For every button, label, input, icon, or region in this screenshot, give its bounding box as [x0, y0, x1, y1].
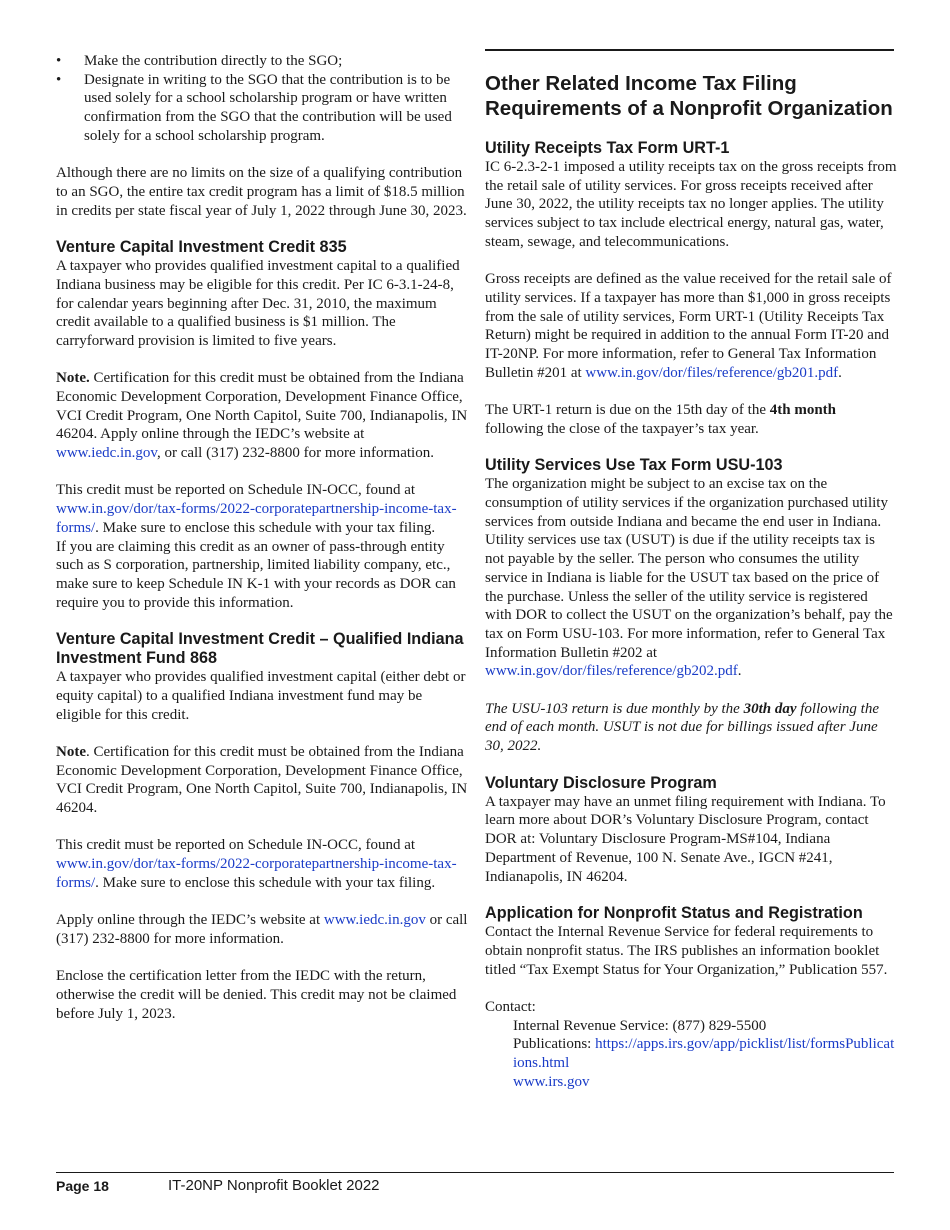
- list-item: • Make the contribution directly to the SGO;: [56, 53, 343, 69]
- main-heading: Other Related Income Tax Filing Requirements of a Nonprofit Organization: [485, 72, 893, 120]
- right-column: [485, 52, 897, 1092]
- vci-heading: Venture Capital Investment Credit 835: [56, 238, 347, 257]
- usu-heading: Utility Services Use Tax Form USU-103: [485, 456, 783, 475]
- urt-gross-receipts-paragraph: Gross receipts are defined as the value received for the retail sale of utility services. If a taxpayer has more than $1,000 in gross receipts from the sale of utility services, Form URT-1 (Utility Receipts Tax Return) might be required in addition to the annual Form IT-20 and IT-20NP. For more information, refer to General Tax Information Bulletin #201 at www.in.gov/dor/files/reference/gb201.pdf.: [485, 271, 892, 381]
- usu-due-paragraph: The USU-103 return is due monthly by the 30th day following the end of each month. USUT is not due for billings issued after June 30, 2022.: [485, 700, 879, 755]
- urt-due-paragraph: The URT-1 return is due on the 15th day of the 4th month following the close of the taxpayer’s tax year.: [485, 401, 837, 437]
- vci-fund-note-paragraph: Note. Certification for this credit must be obtained from the Indiana Economic Development Corporation, Development Finance Office, VCI Credit Program, One North Capitol, Suite 700, Indianapolis, IN 46204.: [56, 744, 468, 817]
- vci-fund-apply-paragraph: Apply online through the IEDC’s website at www.iedc.in.gov or call (317) 232-8800 for more information.: [56, 912, 468, 947]
- vci-fund-heading: Venture Capital Investment Credit – Qualified Indiana Investment Fund 868: [56, 630, 464, 668]
- booklet-title: IT-20NP Nonprofit Booklet 2022: [168, 1177, 380, 1194]
- iedc-link[interactable]: www.iedc.in.gov: [323, 912, 426, 929]
- top-rule: [485, 49, 894, 51]
- note-label: Note: [56, 744, 86, 761]
- vdp-paragraph: A taxpayer may have an unmet filing requirement with Indiana. To learn more about DOR’s Voluntary Disclosure Program, contact DOR at: Voluntary Disclosure Program-MS#104, Indiana Department of Revenue, 100 N. Senate Ave., IGCN #241, Indianapolis, IN 46204.: [485, 793, 886, 885]
- vci-fund-schedule-paragraph: This credit must be reported on Schedule IN-OCC, found at www.in.gov/dor/tax-forms/2022-corporatepartnership-income-tax-forms/. Make sure to enclose this schedule with your tax filing.: [56, 837, 457, 891]
- bullet-icon: •: [56, 53, 62, 69]
- urt-paragraph: IC 6-2.3-2-1 imposed a utility receipts tax on the gross receipts from the retail sale of utility services. For gross receipts received after June 30, 2022, the utility receipts tax no longer applies. The utility services subject to tax include electrical energy, natural gas, water, steam, sewage, and telecommunications.: [485, 159, 897, 250]
- usu-paragraph: The organization might be subject to an excise tax on the consumption of utility services if the organization purchased utility services from outside Indiana and became the end user in Indiana. Utility services use tax (USUT) is due if the utility receipts tax is not payable by the seller. The person who consumes the utility service in Indiana is liable for the USUT tax based on the price of the purchase. Unless the seller of the utility service is registered with DOR to collect the USUT on the organization’s behalf, pay the tax on Form USU-103. For more information, refer to General Tax Information Bulletin #202 at www.in.gov/dor/files/reference/gb202.pdf.: [485, 476, 893, 680]
- page-number: Page 18: [56, 1178, 109, 1194]
- sgo-limit-paragraph: Although there are no limits on the size of a qualifying contribution to an SGO, the entire tax credit program has a limit of $18.5 million in credits per state fiscal year of July 1, 2022 through June 30, 2023.: [56, 165, 467, 219]
- vci-fund-paragraph: A taxpayer who provides qualified investment capital (either debt or equity capital) to a qualified Indiana investment fund may be eligible for this credit.: [56, 669, 466, 723]
- list-item: • Designate in writing to the SGO that the contribution is to be used solely for a school scholarship program or have written confirmation from the SGO that the contribution will be used solely for a school scholarship program.: [56, 71, 452, 144]
- sgo-bullet-list: [56, 52, 468, 146]
- irs-phone: Internal Revenue Service: (877) 829-5500: [513, 1017, 767, 1034]
- contact-label: Contact:: [485, 998, 536, 1015]
- vci-note-paragraph: Note. Certification for this credit must be obtained from the Indiana Economic Development Corporation, Development Finance Office, VCI Credit Program, One North Capitol, Suite 700, Indianapolis, IN 46204. Apply online through the IEDC’s website at www.iedc.in.gov, or call (317) 232-8800 for more information.: [56, 370, 468, 462]
- left-column: [56, 52, 468, 1023]
- gb202-link[interactable]: www.in.gov/dor/files/reference/gb202.pdf: [485, 663, 738, 680]
- bullet-icon: •: [56, 71, 62, 88]
- schedule-in-occ-link[interactable]: www.in.gov/dor/tax-forms/2022-corporatepartnership-income-tax-forms/: [56, 856, 457, 891]
- irs-link[interactable]: www.irs.gov: [513, 1073, 590, 1090]
- irs-link-line: [485, 1073, 897, 1092]
- gb201-link[interactable]: www.in.gov/dor/files/reference/gb201.pdf: [585, 364, 839, 381]
- vci-fund-enclose-paragraph: Enclose the certification letter from the IEDC with the return, otherwise the credit will be denied. This credit may not be claimed before July 1, 2023.: [56, 968, 457, 1022]
- publications-link[interactable]: https://apps.irs.gov/app/picklist/list/formsPublications.html: [513, 1036, 895, 1072]
- note-label: Note.: [56, 370, 90, 387]
- vci-passthrough-paragraph: If you are claiming this credit as an owner of pass-through entity such as S corporation, partnership, limited liability company, etc., make sure to keep Schedule IN K-1 with your records as DOR can require you to provide this information.: [56, 538, 456, 611]
- footer-rule: [56, 1172, 894, 1173]
- schedule-in-occ-link[interactable]: www.in.gov/dor/tax-forms/2022-corporatepartnership-income-tax-forms/: [56, 501, 457, 536]
- urt-heading: Utility Receipts Tax Form URT-1: [485, 139, 730, 157]
- app-paragraph: Contact the Internal Revenue Service for federal requirements to obtain nonprofit status. The IRS publishes an information booklet titled “Tax Exempt Status for Your Organization,” Publication 557.: [485, 924, 888, 978]
- app-heading: Application for Nonprofit Status and Registration: [485, 904, 863, 923]
- publications-line: Publications: https://apps.irs.gov/app/picklist/list/formsPublications.html: [513, 1036, 895, 1072]
- vci-schedule-paragraph: This credit must be reported on Schedule IN-OCC, found at www.in.gov/dor/tax-forms/2022-corporatepartnership-income-tax-forms/. Make sure to enclose this schedule with your tax filing.: [56, 482, 457, 536]
- vdp-heading: Voluntary Disclosure Program: [485, 773, 717, 792]
- vci-paragraph: A taxpayer who provides qualified investment capital to a qualified Indiana business may be eligible for this credit. Per IC 6-3.1-24-8, for calendar years beginning after Dec. 31, 2010, the maximum credit available to a qualified business is $1 million. The carryforward provision is limited to five years.: [56, 258, 460, 350]
- iedc-link[interactable]: www.iedc.in.gov: [56, 445, 157, 462]
